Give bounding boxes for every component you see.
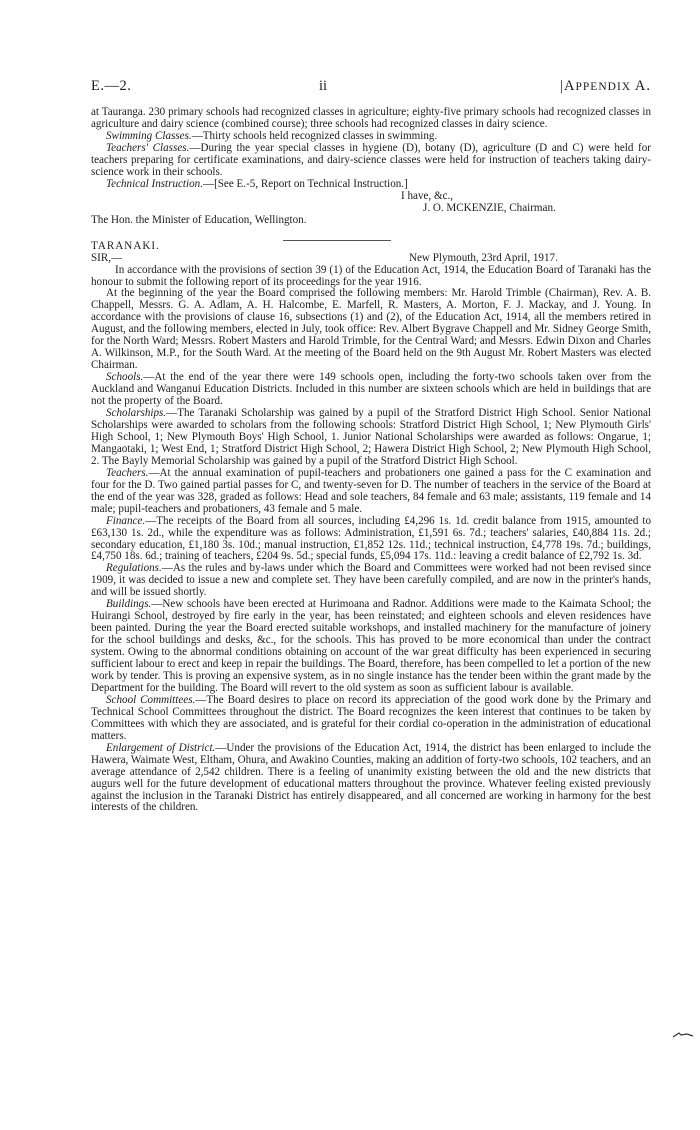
regulations-text: —As the rules and by-laws under which the Board and Committees were worked had not been revised since 1909, it was decided to issue a new and complete set. They have been carefully compiled, and are now in the printer's hands, and will be issued shortly. <box>91 562 651 599</box>
scholarships-text: —The Taranaki Scholarship was gained by a pupil of the Stratford District High School. Senior National Scholarships were awarded to scholars from the following schools: Stratford District High School, 1; New Plymouth Girls' High School, 1; New Plymouth Boys' High School, 1. Junior National Scholarships were awarded as follows: Ongarue, 1; Mangaotaki, 1; West End, 1; Stratford District High School, 2; Hawera District High School, 2; New Plymouth High School, 2. The Bayly Memorial Scholarship was gained by a pupil of the Stratford District High School. <box>91 407 651 467</box>
margin-arrow-mark <box>672 1030 694 1040</box>
teachers-classes-heading: Teachers' Classes. <box>106 141 190 154</box>
appendix-label <box>560 78 651 95</box>
teachers-paragraph <box>91 468 651 516</box>
running-header <box>91 78 651 98</box>
appendix-word: PPENDIX <box>575 81 632 93</box>
regulations-paragraph <box>91 563 651 599</box>
document-code: E.—2. <box>91 78 132 94</box>
swimming-heading: Swimming Classes. <box>106 129 192 142</box>
page-body <box>91 107 651 814</box>
schools-text: —At the end of the year there were 149 schools open, including the forty-two schools taken over from the Auckland and Wanganui Education Districts. Included in this number are sixteen schools which are held in buildings that are not the property of the Board. <box>91 371 651 408</box>
scholarships-paragraph <box>91 408 651 468</box>
committees-text: —The Board desires to place on record its appreciation of the good work done by the Primary and Technical School Committees throughout the district. The Board recognizes the keen interest that continues to be taken by Committees with which they are associated, and is grateful for their cordial co-operation in the administration of educational matters. <box>91 693 652 742</box>
schools-heading: Schools. <box>106 371 144 384</box>
finance-text: —The receipts of the Board from all sources, including £4,296 1s. 1d. credit balance from 1915, amounted to £63,130 1s. 2d., while the expenditure was as follows: Administration, £1,591 6s. 7d.; teachers' salaries, £40,884 11s. 2d.; secondary education, £1,180 3s. 10d.; manual instruction, £1,852 12s. 11d.; technical instruction, £4,778 19s. 7d.; buildings, £4,750 18s. 6d.; training of teachers, £204 9s. 5d.; special funds, £5,094 17s. 11d.: leaving a credit balance of £2,792 1s. 3d. <box>91 514 651 563</box>
teachers-heading: Teachers. <box>106 466 149 479</box>
teachers-classes-paragraph <box>91 143 651 179</box>
scholarships-heading: Scholarships. <box>106 407 167 420</box>
buildings-heading: Buildings. <box>106 598 152 611</box>
enlargement-paragraph <box>91 743 651 815</box>
section-title: TARANAKI. <box>91 239 160 252</box>
committees-heading: School Committees. <box>106 693 196 706</box>
signature-line <box>91 203 651 215</box>
regulations-heading: Regulations. <box>106 562 162 575</box>
appendix-letter: A. <box>631 78 651 94</box>
appendix-prefix: |A <box>560 78 576 94</box>
signatory: J. O. MCKENZIE, Chairman. <box>423 201 556 214</box>
teachers-classes-text: —During the year special classes in hygiene (D), botany (D), agriculture (D and C) were held for teachers preparing for certificate examinations, and dairy-science classes were held for instruction of teachers taking dairy-science work in their schools. <box>91 141 651 178</box>
schools-paragraph <box>91 372 651 408</box>
enlargement-text: —Under the provisions of the Education Act, 1914, the district has been enlarged to include the Hawera, Waimate West, Eltham, Ohura, and Awakino Counties, making an addition of forty-two schools, 102 teachers, and an average attendance of 2,542 children. There is a feeling of unanimity existing between the old and the new districts that augurs well for the future development of educational matters throughout the province. Whatever feeling existed previously against the inclusion in the Taranaki District has entirely disappeared, and all concerned are working in harmony for the best interests of the children. <box>91 741 651 814</box>
intro-paragraph: In accordance with the provisions of section 39 (1) of the Education Act, 1914, the Education Board of Taranaki has the honour to submit the following report of its proceedings for the year 1916. <box>91 263 651 288</box>
salutation: SIR,— <box>91 251 123 264</box>
enlargement-heading: Enlargement of District. <box>106 741 216 754</box>
technical-instruction-text: —[See E.-5, Report on Technical Instruction.] <box>202 177 408 190</box>
place-date: New Plymouth, 23rd April, 1917. <box>409 251 558 264</box>
committees-paragraph <box>91 695 651 743</box>
page-number: ii <box>319 78 328 94</box>
salutation-line <box>91 253 651 265</box>
buildings-text: —New schools have been erected at Hurimoana and Radnor. Additions were made to the Kaimata School; the Huirangi School, destroyed by fire early in the year, has been reinstated; and eighteen schools and eleven residences have been painted. During the year the Board erected suitable workshops, and installed machinery for the manufacture of joinery for the school buildings and desks, &c., for the schools. This has proved to be more economical than under the contract system. Owing to the abnormal conditions obtaining on account of the war great difficulty has been experienced in securing sufficient labour to erect and keep in repair the buildings. The Board, therefore, has been compelled to let a portion of the new work by tender. This is proving an expensive system, as in no single instance has the tender been within the grant made by the Department for the building. The Board will revert to the old system as soon as sufficient labour is available. <box>91 598 651 694</box>
closing-text: I have, &c., <box>401 189 454 202</box>
addressee: The Hon. the Minister of Education, Wellington. <box>91 213 307 226</box>
teachers-text: —At the annual examination of pupil-teachers and probationers one gained a pass for the C examination and four for the D. Two gained partial passes for C, and twenty-seven for D. The number of teachers in the service of the Board at the end of the year was 328, graded as follows: Head and sole teachers, 84 female and 63 male; assistants, 119 female and 14 male; pupil-teachers and probationers, 43 female and 5 male. <box>91 466 651 515</box>
swimming-text: —Thirty schools held recognized classes in swimming. <box>191 129 438 142</box>
finance-paragraph <box>91 516 651 564</box>
finance-heading: Finance. <box>106 514 146 527</box>
technical-instruction-paragraph <box>91 179 651 191</box>
members-paragraph: At the beginning of the year the Board comprised the following members: Mr. Harold Trimble (Chairman), Rev. A. B. Chappell, Messrs. G. A. Adlam, A. H. Halcombe, E. Marfell, R. Masters, A. Morton, F. J. Mackay, and J. Young. In accordance with the provisions of clause 16, subsections (1) and (2), of the Education Act, 1914, all the members retired in August, and the following members, elected in July, took office: Rev. Albert Bygrave Chappell and Mr. Sidney George Smith, for the North Ward; Messrs. Robert Masters and Harold Trimble, for the Central Ward; and Messrs. Edwin Dixon and Charles A. Wilkinson, M.P., for the South Ward. At the meeting of the Board held on the 9th August Mr. Robert Masters was elected Chairman. <box>91 287 651 372</box>
technical-instruction-heading: Technical Instruction. <box>106 177 203 190</box>
closing-line <box>91 191 651 203</box>
buildings-paragraph <box>91 599 651 695</box>
agriculture-paragraph: at Tauranga. 230 primary schools had recognized classes in agriculture; eighty-five primary schools had recognized classes in agriculture and dairy science (combined course); three schools had recognized classes in dairy science. <box>91 106 651 130</box>
